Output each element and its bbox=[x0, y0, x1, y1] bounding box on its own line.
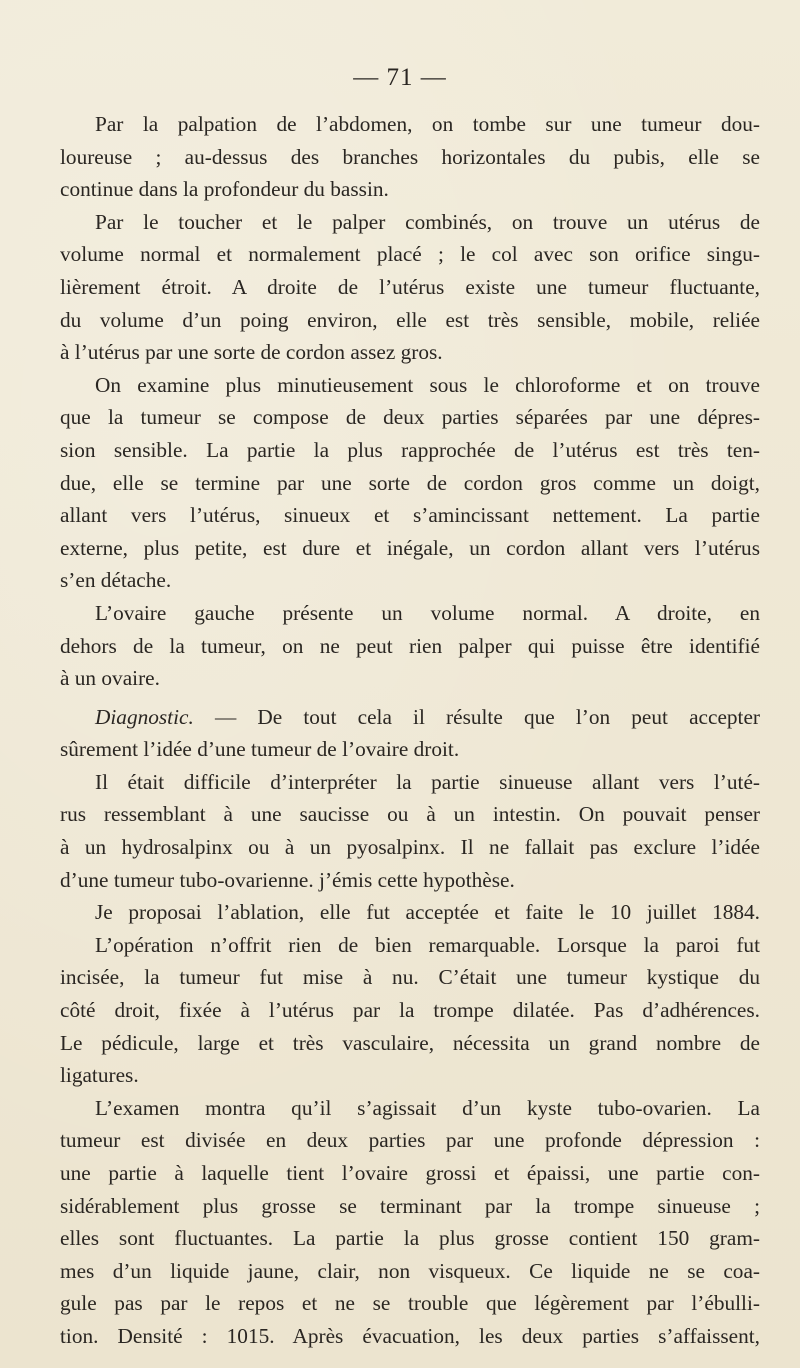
line-text: — De tout cela il résulte que l’on peut accepter bbox=[214, 704, 760, 729]
text-line bbox=[60, 108, 760, 141]
text-line bbox=[60, 1027, 760, 1060]
text-line bbox=[60, 766, 760, 799]
line-text: due, elle se termine par une sorte de cordon gros comme un doigt, bbox=[60, 470, 760, 495]
line-text: On examine plus minutieusement sous le chloroforme et on trouve bbox=[95, 372, 760, 397]
body-text bbox=[60, 108, 760, 1353]
text-line bbox=[60, 467, 760, 500]
line-text: à l’utérus par une sorte de cordon assez gros. bbox=[60, 340, 443, 365]
text-line bbox=[60, 173, 760, 206]
text-line bbox=[60, 1092, 760, 1125]
text-line bbox=[60, 434, 760, 467]
text-line bbox=[60, 271, 760, 304]
line-text: Par la palpation de l’abdomen, on tombe sur une tumeur dou- bbox=[95, 112, 760, 136]
text-line bbox=[60, 336, 760, 369]
text-line bbox=[60, 831, 760, 864]
text-line bbox=[60, 499, 760, 532]
line-text: sûrement l’idée d’une tumeur de l’ovaire droit. bbox=[60, 737, 460, 762]
line-text: incisée, la tumeur fut mise à nu. C’était une tumeur kystique du bbox=[60, 965, 760, 990]
text-line bbox=[60, 401, 760, 434]
line-text: à un hydrosalpinx ou à un pyosalpinx. Il ne fallait pas exclure l’idée bbox=[60, 835, 760, 860]
page-number: — 71 — bbox=[353, 64, 447, 91]
line-text: L’ovaire gauche présente un volume normal. A droite, en bbox=[95, 600, 760, 625]
text-line bbox=[60, 1255, 760, 1288]
text-line bbox=[60, 798, 760, 831]
text-line bbox=[60, 701, 760, 734]
line-text: s’en détache. bbox=[60, 568, 172, 593]
text-line bbox=[60, 1124, 760, 1157]
line-text: Je proposai l’ablation, elle fut acceptée et faite le 10 juillet 1884. bbox=[95, 900, 760, 925]
text-line bbox=[60, 597, 760, 630]
line-text: L’opération n’offrit rien de bien remarquable. Lorsque la paroi fut bbox=[95, 932, 760, 957]
text-line bbox=[60, 206, 760, 239]
line-text: Le pédicule, large et très vasculaire, nécessita un grand nombre de bbox=[60, 1030, 760, 1055]
line-text: d’une tumeur tubo-ovarienne. j’émis cette hypothèse. bbox=[60, 867, 515, 892]
line-text: ligatures. bbox=[60, 1063, 139, 1088]
text-line bbox=[60, 564, 760, 597]
section-heading: Diagnostic. bbox=[95, 704, 194, 729]
line-text: lièrement étroit. A droite de l’utérus existe une tumeur fluctuante, bbox=[60, 274, 760, 299]
line-text: mes d’un liquide jaune, clair, non visqueux. Ce liquide ne se coa- bbox=[60, 1258, 760, 1283]
line-text: une partie à laquelle tient l’ovaire grossi et épaissi, une partie con- bbox=[60, 1161, 760, 1185]
line-text: dehors de la tumeur, on ne peut rien palper qui puisse être identifié bbox=[60, 633, 760, 658]
text-line bbox=[60, 532, 760, 565]
text-line bbox=[60, 141, 760, 174]
line-text: sidérablement plus grosse se terminant par la trompe sinueuse ; bbox=[60, 1193, 760, 1218]
line-text: Il était difficile d’interpréter la partie sinueuse allant vers l’uté- bbox=[95, 769, 760, 794]
line-text: sion sensible. La partie la plus rapprochée de l’utérus est très ten- bbox=[60, 437, 760, 462]
line-text: gule pas par le repos et ne se trouble que légèrement par l’ébulli- bbox=[60, 1291, 760, 1316]
line-text: continue dans la profondeur du bassin. bbox=[60, 177, 389, 202]
line-text: tion. Densité : 1015. Après évacuation, les deux parties s’affaissent, bbox=[60, 1323, 760, 1348]
line-text: côté droit, fixée à l’utérus par la trompe dilatée. Pas d’adhérences. bbox=[60, 998, 760, 1023]
line-text: volume normal et normalement placé ; le col avec son orifice singu- bbox=[60, 242, 760, 267]
text-line bbox=[60, 994, 760, 1027]
line-text: loureuse ; au-dessus des branches horizontales du pubis, elle se bbox=[60, 144, 760, 169]
text-line bbox=[60, 238, 760, 271]
line-text: L’examen montra qu’il s’agissait d’un kyste tubo-ovarien. La bbox=[95, 1095, 760, 1120]
text-line bbox=[60, 864, 760, 897]
text-line bbox=[60, 1059, 760, 1092]
text-line bbox=[60, 304, 760, 337]
text-line bbox=[60, 1320, 760, 1353]
line-text: que la tumeur se compose de deux parties séparées par une dépres- bbox=[60, 405, 760, 430]
text-line bbox=[60, 929, 760, 962]
text-line bbox=[60, 369, 760, 402]
text-line bbox=[60, 1222, 760, 1255]
line-text: du volume d’un poing environ, elle est très sensible, mobile, reliée bbox=[60, 307, 760, 332]
text-line bbox=[60, 662, 760, 695]
line-text: rus ressemblant à une saucisse ou à un intestin. On pouvait penser bbox=[60, 802, 760, 827]
text-line bbox=[60, 630, 760, 663]
text-line bbox=[60, 1157, 760, 1190]
text-line bbox=[60, 1287, 760, 1320]
line-text: externe, plus petite, est dure et inégale, un cordon allant vers l’utérus bbox=[60, 535, 760, 560]
line-text: Par le toucher et le palper combinés, on trouve un utérus de bbox=[95, 209, 760, 234]
text-line bbox=[60, 896, 760, 929]
text-line bbox=[60, 961, 760, 994]
line-text: allant vers l’utérus, sinueux et s’amincissant nettement. La partie bbox=[60, 503, 760, 528]
text-line bbox=[60, 733, 760, 766]
line-text: tumeur est divisée en deux parties par une profonde dépression : bbox=[60, 1128, 760, 1153]
text-line bbox=[60, 1190, 760, 1223]
line-text: elles sont fluctuantes. La partie la plus grosse contient 150 gram- bbox=[60, 1226, 760, 1251]
line-text: à un ovaire. bbox=[60, 666, 160, 691]
